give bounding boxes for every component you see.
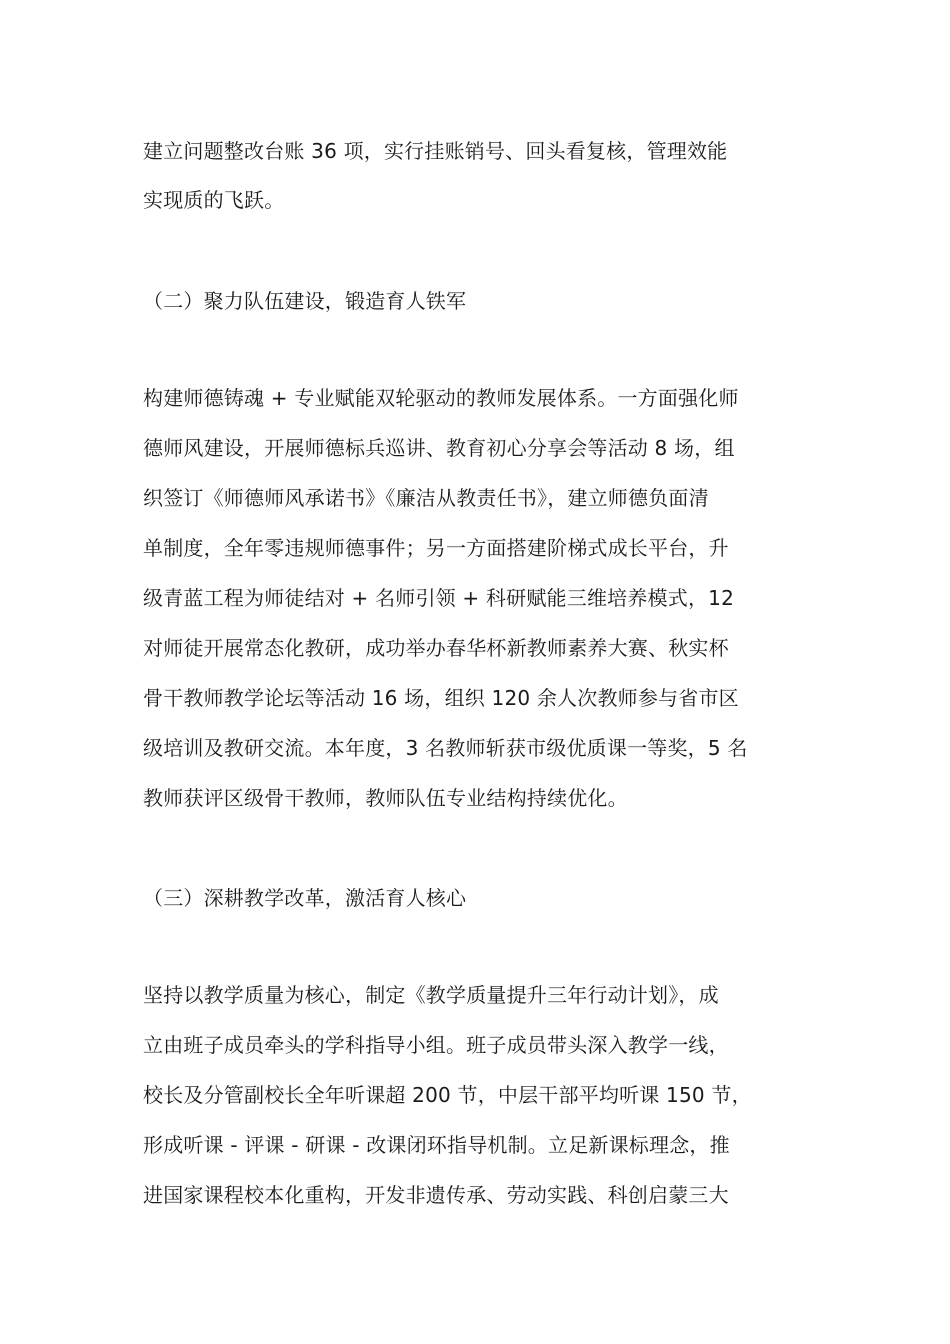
section-heading: （二）聚力队伍建设，锻造育人铁军: [143, 289, 467, 313]
paragraph-line: 单制度，全年零违规师德事件；另一方面搭建阶梯式成长平台，升: [143, 536, 729, 560]
paragraph-line: 构建师德铸魂 + 专业赋能双轮驱动的教师发展体系。一方面强化师: [143, 386, 739, 410]
paragraph-line: 级青蓝工程为师徒结对 + 名师引领 + 科研赋能三维培养模式，12: [143, 586, 734, 610]
paragraph-line: 德师风建设，开展师德标兵巡讲、教育初心分享会等活动 8 场，组: [143, 436, 735, 460]
paragraph-line: 织签订《师德师风承诺书》《廉洁从教责任书》，建立师德负面清: [143, 486, 709, 510]
paragraph-line: 建立问题整改台账 36 项，实行挂账销号、回头看复核，管理效能: [143, 139, 728, 163]
paragraph-line: 实现质的飞跃。: [143, 188, 285, 212]
paragraph-line: 校长及分管副校长全年听课超 200 节，中层干部平均听课 150 节，: [143, 1083, 752, 1107]
paragraph-line: 进国家课程校本化重构，开发非遗传承、劳动实践、科创启蒙三大: [143, 1183, 729, 1207]
paragraph-line: 对师徒开展常态化教研，成功举办春华杯新教师素养大赛、秋实杯: [143, 636, 729, 660]
paragraph-line: 坚持以教学质量为核心，制定《教学质量提升三年行动计划》，成: [143, 983, 719, 1007]
paragraph-line: 形成听课 - 评课 - 研课 - 改课闭环指导机制。立足新课标理念，推: [143, 1133, 730, 1157]
section-heading: （三）深耕教学改革，激活育人核心: [143, 886, 467, 910]
paragraph-line: 骨干教师教学论坛等活动 16 场，组织 120 余人次教师参与省市区: [143, 686, 739, 710]
paragraph-line: 教师获评区级骨干教师，教师队伍专业结构持续优化。: [143, 786, 628, 810]
paragraph-line: 级培训及教研交流。本年度，3 名教师斩获市级优质课一等奖，5 名: [143, 736, 748, 760]
paragraph-line: 立由班子成员牵头的学科指导小组。班子成员带头深入教学一线，: [143, 1033, 729, 1057]
